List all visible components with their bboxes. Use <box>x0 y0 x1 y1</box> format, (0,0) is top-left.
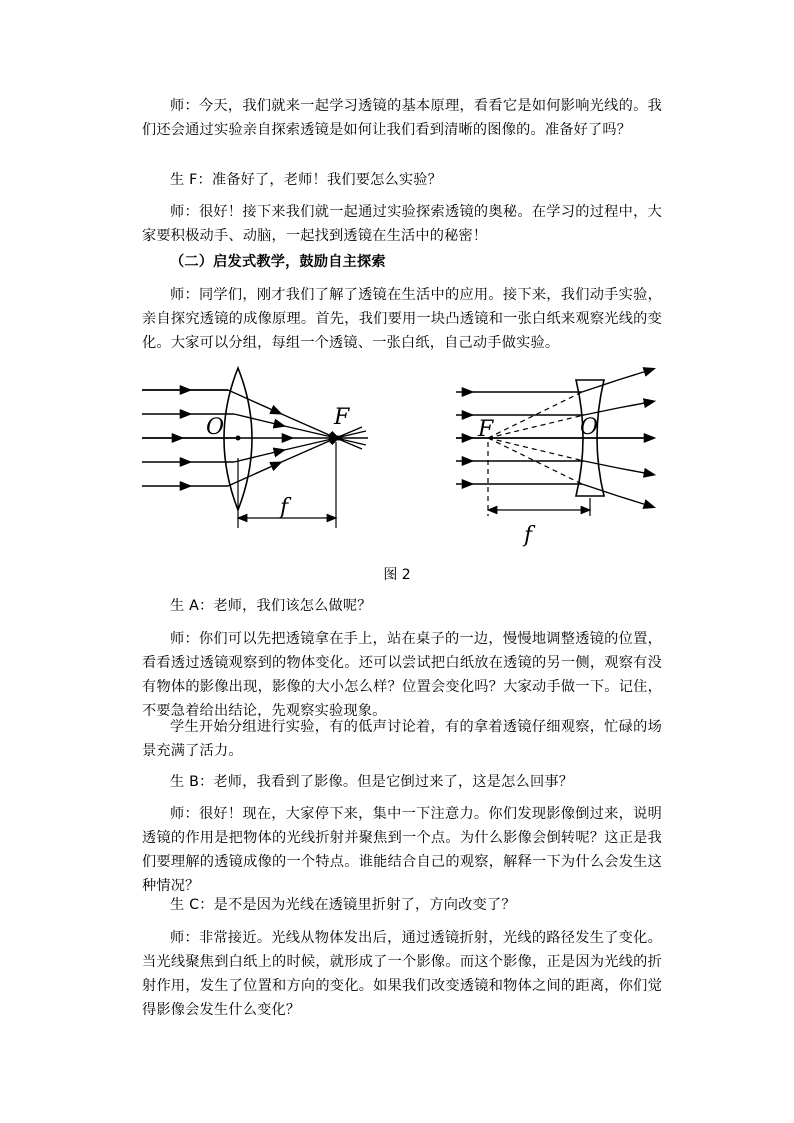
paragraph-student-c: 生 C：是不是因为光线在透镜里折射了，方向改变了？ <box>170 897 516 913</box>
paragraph-student-f: 生 F：准备好了，老师！我们要怎么实验？ <box>170 172 443 188</box>
paragraph-teacher-experiment: 师：同学们，刚才我们了解了透镜在生活中的应用。接下来，我们动手实验，亲自探究透镜的成像原理。首先，我们要用一块凸透镜和一张白纸来观察光线的变化。大家可以分组，每组一个透镜、一张白纸，自己动手做实验。 <box>142 287 662 351</box>
paragraph-teacher-intro: 师：今天，我们就来一起学习透镜的基本原理，看看它是如何影响光线的。我们还会通过实验亲自探索透镜是如何让我们看到清晰的图像的。准备好了吗？ <box>142 98 662 138</box>
paragraph-student-a: 生 A：老师，我们该怎么做呢？ <box>170 598 372 614</box>
lens-diagram-figure <box>138 358 664 556</box>
paragraph-teacher-explain: 师：很好！现在，大家停下来，集中一下注意力。你们发现影像倒过来，说明透镜的作用是把物体的光线折射并聚焦到一个点。为什么影像会倒转呢？这正是我们要理解的透镜成像的一个特点。谁能结合自己的观察，解释一下为什么会发生这种情况？ <box>142 806 662 894</box>
section-heading: （二）启发式教学，鼓励自主探索 <box>170 254 386 270</box>
convex-center-label: O <box>206 415 225 440</box>
concave-focal-label: f <box>524 523 533 548</box>
paragraph-class-activity: 学生开始分组进行实验，有的低声讨论着，有的拿着透镜仔细观察，忙碌的场景充满了活力。 <box>142 719 662 759</box>
lens-diagram <box>138 358 664 556</box>
concave-center-label: O <box>580 415 599 440</box>
concave-lens-diagram <box>456 370 650 548</box>
convex-focus-label: F <box>334 405 350 430</box>
concave-focus-label: F <box>478 417 494 442</box>
convex-lens-diagram <box>142 368 368 528</box>
paragraph-teacher-followup: 师：非常接近。光线从物体发出后，通过透镜折射，光线的路径发生了变化。当光线聚焦到白纸上的时候，就形成了一个影像。而这个影像，正是因为光线的折射作用，发生了位置和方向的变化。如果我们改变透镜和物体之间的距离，你们觉得影像会发生什么变化？ <box>142 930 662 1018</box>
paragraph-teacher-encourage: 师：很好！接下来我们就一起通过实验探索透镜的奥秘。在学习的过程中，大家要积极动手、动脑，一起找到透镜在生活中的秘密！ <box>142 204 662 244</box>
figure-caption: 图 2 <box>383 567 411 583</box>
convex-focal-label: f <box>280 495 289 520</box>
paragraph-student-b: 生 B：老师，我看到了影像。但是它倒过来了，这是怎么回事？ <box>170 774 574 790</box>
paragraph-teacher-instructions: 师：你们可以先把透镜拿在手上，站在桌子的一边，慢慢地调整透镜的位置，看看透过透镜观察到的物体变化。还可以尝试把白纸放在透镜的另一侧，观察有没有物体的影像出现，影像的大小怎么样？位置会变化吗？大家动手做一下。记住，不要急着给出结论，先观察实验现象。 <box>142 631 662 719</box>
